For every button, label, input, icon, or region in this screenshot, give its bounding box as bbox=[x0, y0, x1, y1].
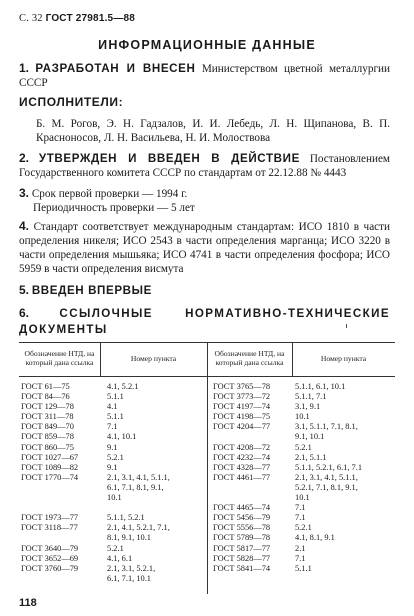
table-cell-item: 5.1.1 bbox=[107, 412, 124, 422]
table-cell-doc: ГОСТ 129—78 bbox=[21, 402, 74, 412]
table-cell-item: 5.1.1, 7.1 bbox=[295, 392, 327, 402]
header-page-ref: С. 32 bbox=[19, 13, 43, 24]
table-cell-item bbox=[107, 503, 170, 513]
table-cell-doc: ГОСТ 5456—79 bbox=[213, 513, 271, 523]
section-1-text: Министерством цветной металлургии СССР bbox=[19, 63, 391, 89]
table-cell-item: 10.1 bbox=[107, 493, 122, 503]
table-cell-doc: ГОСТ 3760—79 bbox=[21, 563, 79, 573]
table-cell-doc: ГОСТ 1770—74 bbox=[21, 472, 79, 482]
table-cell-item: 6.1, 7.1, 10.1 bbox=[107, 573, 151, 583]
table-cell-doc bbox=[213, 432, 270, 442]
table-cell-doc bbox=[21, 493, 78, 503]
table-cell-doc: ГОСТ 3773—72 bbox=[213, 392, 271, 402]
table-cell-item: 2.1 bbox=[295, 543, 306, 553]
table-center-rule bbox=[207, 342, 208, 594]
table-cell-item: 2.1, 4.1, 5.2.1, 7.1, bbox=[107, 523, 170, 533]
left-item-column bbox=[107, 382, 170, 584]
table-cell-doc bbox=[21, 574, 78, 584]
table-cell-doc bbox=[21, 503, 78, 513]
table-cell-item: 7.1 bbox=[295, 553, 306, 563]
table-cell-doc: ГОСТ 4465—74 bbox=[213, 503, 271, 513]
table-cell-item: 5.2.1 bbox=[295, 523, 312, 533]
table-cell-item: 3.1, 9.1 bbox=[295, 402, 321, 412]
table-cell-item: 5.1.1, 5.2.1, 6.1, 7.1 bbox=[295, 462, 362, 472]
table-cell-item: 4.1 bbox=[107, 402, 118, 412]
section-1-num: 1. bbox=[19, 61, 30, 75]
table-cell-doc bbox=[21, 483, 78, 493]
table-cell-doc: ГОСТ 4461—77 bbox=[213, 472, 271, 482]
table-cell-doc: ГОСТ 5789—78 bbox=[213, 533, 271, 543]
table-cell-item: 10.1 bbox=[295, 412, 310, 422]
table-cell-item: 4.1, 6.1 bbox=[107, 553, 133, 563]
table-cell-doc bbox=[213, 483, 270, 493]
executors-heading: ИСПОЛНИТЕЛИ: bbox=[19, 95, 124, 109]
table-cell-doc: ГОСТ 311—78 bbox=[21, 412, 74, 422]
section-1-lead: РАЗРАБОТАН И ВНЕСЕН bbox=[35, 62, 196, 75]
table-cell-doc: ГОСТ 3652—69 bbox=[21, 553, 79, 563]
table-cell-item: 5.2.1 bbox=[295, 442, 312, 452]
section-6-num: 6. bbox=[19, 306, 30, 320]
table-cell-item: 2.1, 3.1, 5.2.1, bbox=[107, 563, 156, 573]
table-cell-item: 9.1, 10.1 bbox=[295, 432, 325, 442]
table-cell-doc: ГОСТ 4197—74 bbox=[213, 402, 271, 412]
table-cell-doc: ГОСТ 1027—67 bbox=[21, 452, 79, 462]
table-cell-item: 5.1.1 bbox=[295, 563, 312, 573]
table-cell-doc: ГОСТ 5841—74 bbox=[213, 563, 271, 573]
header-gost: ГОСТ 27981.5—88 bbox=[45, 13, 136, 24]
table-cell-doc: ГОСТ 1973—77 bbox=[21, 513, 79, 523]
table-cell-doc: ГОСТ 4208—72 bbox=[213, 442, 271, 452]
table-cell-doc bbox=[21, 533, 78, 543]
table-cell-item: 5.1.1 bbox=[107, 392, 124, 402]
section-2-num: 2. bbox=[19, 151, 30, 165]
section-5 bbox=[19, 283, 390, 298]
table-cell-doc: ГОСТ 849—70 bbox=[21, 422, 74, 432]
table-cell-doc: ГОСТ 860—75 bbox=[21, 442, 74, 452]
section-2-lead: УТВЕРЖДЕН И ВВЕДЕН В ДЕЙСТВИЕ bbox=[38, 152, 300, 165]
table-cell-doc: ГОСТ 61—75 bbox=[21, 382, 70, 391]
section-2 bbox=[19, 151, 390, 180]
table-cell-doc: ГОСТ 3118—77 bbox=[21, 523, 78, 533]
section-3-line2: Периодичность проверки — 5 лет bbox=[33, 202, 195, 214]
table-cell-item: 9.1 bbox=[107, 442, 118, 452]
references-table bbox=[19, 342, 395, 594]
section-4 bbox=[19, 219, 390, 276]
table-cell-item: 5.2.1 bbox=[107, 452, 124, 462]
left-doc-column bbox=[21, 382, 78, 584]
table-cell-item: 6.1, 7.1, 8.1, 9.1, bbox=[107, 482, 164, 492]
table-cell-doc: ГОСТ 84—76 bbox=[21, 392, 70, 402]
table-cell-item: 2.1, 3.1, 4.1, 5.1.1, bbox=[295, 472, 358, 482]
table-cell-doc: ГОСТ 4232—74 bbox=[213, 452, 271, 462]
section-3-line1: Срок первой проверки — 1994 г. bbox=[31, 188, 188, 200]
table-cell-doc: ГОСТ 3640—79 bbox=[21, 543, 79, 553]
table-cell-item: 7.1 bbox=[295, 503, 306, 513]
table-cell-item: 4.1, 10.1 bbox=[107, 432, 137, 442]
table-cell-item: 5.2.1, 7.1, 8.1, 9.1, bbox=[295, 482, 358, 492]
section-1 bbox=[19, 61, 390, 90]
table-cell-doc: ГОСТ 4204—77 bbox=[213, 422, 271, 432]
table-cell-item: 2.1, 5.1.1 bbox=[295, 452, 327, 462]
table-header-doc-right: Обозначение НТД, на который дана ссылка bbox=[214, 349, 285, 367]
executors-names: Б. М. Рогов, Э. Н. Гадзалов, И. И. Лебедь, Л. Н. Щипанова, В. П. Красноносов, Л. Н. Васильева, Н. И. Молоствова bbox=[36, 118, 390, 144]
right-doc-column bbox=[213, 382, 270, 574]
table-cell-item: 4.1, 5.2.1 bbox=[107, 382, 139, 391]
table-header-item-left: Номер пункта bbox=[130, 354, 177, 363]
section-5-num: 5. bbox=[19, 283, 30, 297]
table-cell-item: 7.1 bbox=[295, 513, 306, 523]
table-header-item-right: Номер пункта bbox=[320, 354, 367, 363]
table-cell-item: 4.1, 8.1, 9.1 bbox=[295, 533, 335, 543]
table-cell-doc: ГОСТ 3765—78 bbox=[213, 382, 271, 391]
table-cell-item: 8.1, 9.1, 10.1 bbox=[107, 533, 151, 543]
table-cell-item: 2.1, 3.1, 4.1, 5.1.1, bbox=[107, 472, 170, 482]
section-3-num: 3. bbox=[19, 186, 30, 200]
page-number: 118 bbox=[19, 597, 37, 609]
section-2-text: Постановлением Государственного комитета СССР по стандартам от 22.12.88 № 4443 bbox=[19, 153, 391, 179]
section-4-text: Стандарт соответствует международным стандартам: ИСО 1810 в части определения никеля; ИСО 2543 в части определения марганца; ИСО 3220 в части определения мышьяка; ИСО 4741 в части определения фосфора; ИСО 5959 в части определения висмута bbox=[19, 221, 390, 275]
section-6 bbox=[19, 305, 390, 338]
section-5-text: ВВЕДЕН ВПЕРВЫЕ bbox=[31, 284, 152, 297]
table-cell-doc: ГОСТ 5817—77 bbox=[213, 543, 271, 553]
running-header bbox=[19, 13, 135, 24]
table-cell-doc bbox=[213, 493, 270, 503]
table-cell-doc: ГОСТ 4328—77 bbox=[213, 462, 271, 472]
section-4-num: 4. bbox=[19, 219, 30, 233]
table-cell-item: 5.1.1, 5.2.1 bbox=[107, 513, 145, 523]
table-cell-item: 5.2.1 bbox=[107, 543, 124, 553]
table-cell-item: 5.1.1, 6.1, 10.1 bbox=[295, 382, 346, 391]
table-cell-doc: ГОСТ 4198—75 bbox=[213, 412, 271, 422]
table-header-doc-left: Обозначение НТД, на который дана ссылка bbox=[24, 349, 95, 367]
table-cell-item: 9.1 bbox=[107, 462, 118, 472]
table-cell-doc: ГОСТ 5556—78 bbox=[213, 523, 271, 533]
margin-mark bbox=[346, 324, 347, 328]
right-item-column bbox=[295, 382, 362, 574]
table-cell-item: 7.1 bbox=[107, 422, 118, 432]
table-cell-doc: ГОСТ 859—78 bbox=[21, 432, 74, 442]
table-cell-doc: ГОСТ 1089—82 bbox=[21, 462, 79, 472]
section-6-text: ССЫЛОЧНЫЕ НОРМАТИВНО-ТЕХНИЧЕСКИЕ ДОКУМЕНТЫ bbox=[19, 307, 391, 336]
page-title: ИНФОРМАЦИОННЫЕ ДАННЫЕ bbox=[98, 38, 316, 52]
table-cell-doc: ГОСТ 5828—77 bbox=[213, 553, 271, 563]
table-cell-item: 10.1 bbox=[295, 493, 310, 503]
table-cell-item: 3.1, 5.1.1, 7.1, 8.1, bbox=[295, 422, 358, 432]
section-3 bbox=[19, 186, 390, 215]
